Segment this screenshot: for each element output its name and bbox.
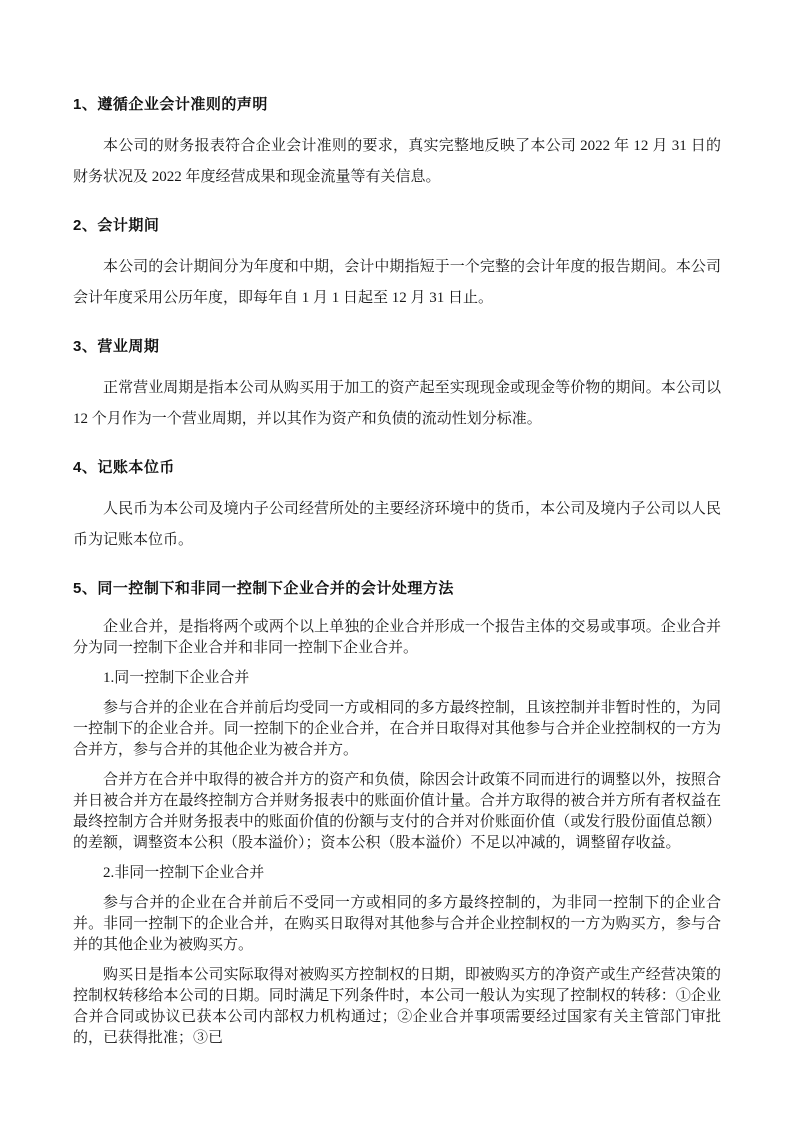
paragraph: 购买日是指本公司实际取得对被购买方控制权的日期，即被购买方的净资产或生产经营决策的控制权转移给本公司的日期。同时满足下列条件时，本公司一般认为实现了控制权的转移：①企业合并合同或协议已获本公司内部权力机构通过；②企业合并事项需要经过国家有关主管部门审批的，已获得批准；③已 [73,967,721,1046]
paragraph: 正常营业周期是指本公司从购买用于加工的资产起至实现现金或现金等价物的期间。本公司以 12 个月作为一个营业周期，并以其作为资产和负债的流动性划分标准。 [73,380,721,427]
section-heading: 5、同一控制下和非同一控制下企业合并的会计处理方法 [73,580,454,597]
section-operating-cycle [73,336,721,435]
section-heading: 4、记账本位币 [73,459,175,476]
subitem-same-control: 1.同一控制下企业合并 [103,670,250,686]
paragraph: 企业合并，是指将两个或两个以上单独的企业合并形成一个报告主体的交易或事项。企业合并分为同一控制下企业合并和非同一控制下企业合并。 [73,619,721,656]
section-business-combinations [73,578,721,1049]
paragraph: 合并方在合并中取得的被合并方的资产和负债，除因会计政策不同而进行的调整以外，按照合并日被合并方在最终控制方合并财务报表中的账面价值计量。合并方取得的被合并方所有者权益在最终控制方合并财务报表中的账面价值的份额与支付的合并对价账面价值（或发行股份面值总额）的差额，调整资本公积（股本溢价）；资本公积（股本溢价）不足以冲减的，调整留存收益。 [73,772,721,851]
section-accounting-period [73,215,721,314]
section-functional-currency [73,457,721,556]
section-heading: 1、遵循企业会计准则的声明 [73,96,268,113]
subitem-non-same-control: 2.非同一控制下企业合并 [103,865,265,881]
paragraph: 参与合并的企业在合并前后均受同一方或相同的多方最终控制，且该控制并非暂时性的，为同一控制下的企业合并。同一控制下的企业合并，在合并日取得对其他参与合并企业控制权的一方为合并方，参与合并的其他企业为被合并方。 [73,700,721,758]
section-accounting-standards-statement [73,94,721,193]
paragraph: 本公司的财务报表符合企业会计准则的要求，真实完整地反映了本公司 2022 年 12 月 31 日的财务状况及 2022 年度经营成果和现金流量等有关信息。 [73,138,721,185]
paragraph: 人民币为本公司及境内子公司经营所处的主要经济环境中的货币，本公司及境内子公司以人民币为记账本位币。 [73,501,721,548]
section-heading: 2、会计期间 [73,217,160,234]
paragraph: 参与合并的企业在合并前后不受同一方或相同的多方最终控制的，为非同一控制下的企业合并。非同一控制下的企业合并，在购买日取得对其他参与合并企业控制权的一方为购买方，参与合并的其他企业为被购买方。 [73,895,721,953]
paragraph: 本公司的会计期间分为年度和中期，会计中期指短于一个完整的会计年度的报告期间。本公司会计年度采用公历年度，即每年自 1 月 1 日起至 12 月 31 日止。 [73,259,721,306]
section-heading: 3、营业周期 [73,338,160,355]
